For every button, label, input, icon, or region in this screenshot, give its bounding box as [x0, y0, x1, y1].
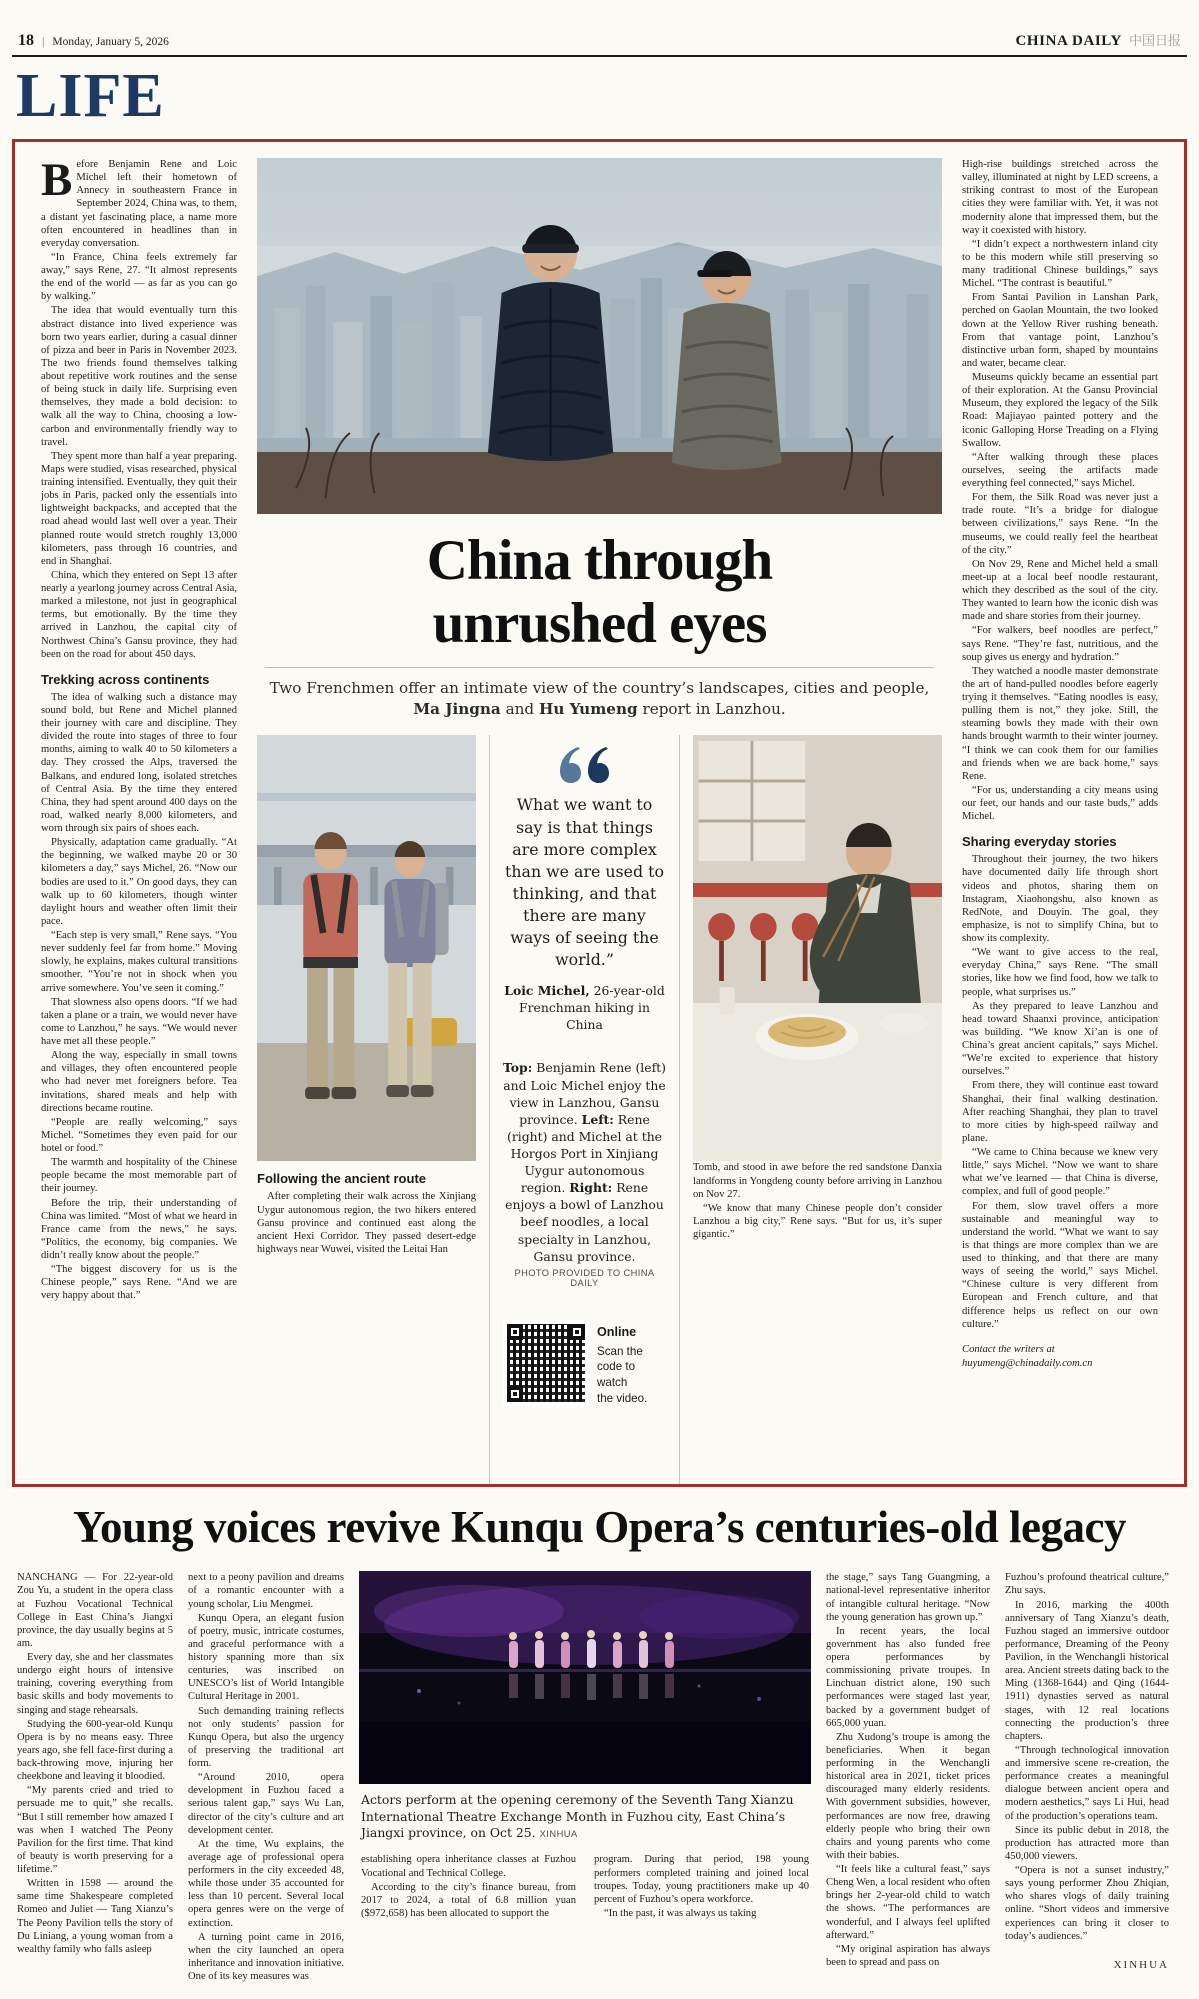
body-paragraph: Studying the 600-year-old Kunqu Opera is by no means easy. Three years ago, she fell face-first during a back-throwing move, injuring her cheekbone and leaving it bloodied. — [17, 1718, 173, 1783]
body-paragraph: From there, they will continue east toward Shanghai, their final walking destination. After reaching Shanghai, they plan to travel to more cities by high-speed railway and plane. — [962, 1080, 1158, 1144]
section-subhead: Following the ancient route — [257, 1171, 426, 1187]
body-paragraph: “We want to give access to the real, everyday China,” says Rene. “The small stories, like how we find food, how we talk to people, what surprises us.” — [962, 947, 1158, 998]
middle-left-block — [257, 735, 489, 1484]
body-paragraph: program. During that period, 198 young performers completed training and joined local troupes. Today, young practitioners make up 40 percent of Fuzhou’s opera workforce. — [594, 1854, 809, 1905]
opera-stage-photo-illustration — [359, 1571, 811, 1784]
section-subhead: Trekking across continents — [41, 671, 210, 687]
body-paragraph: “After walking through these places ourselves, seeing the artifacts made everything feel connected,” says Michel. — [962, 451, 1158, 489]
deck: Two Frenchmen offer an intimate view of the country’s landscapes, cities and people, Ma Jingna and Hu Yumeng report in Lanzhou. — [269, 679, 930, 718]
body-paragraph: On Nov 29, Rene and Michel held a small meet-up at a local beef noodle restaurant, which they described as the soul of the city. They wanted to learn how the iconic dish was made and share stories from their journey. — [962, 558, 1158, 623]
body-paragraph: the stage,” says Tang Guangming, a national-level representative inheritor of intangible cultural heritage. “Now the young generation has grown up.” — [826, 1572, 990, 1623]
body-paragraph: “We came to China because we knew very little,” says Michel. “Now we want to share what we’ve learned — that China is diverse, complex, and full of good people.” — [962, 1147, 1158, 1198]
drop-cap: B — [41, 158, 73, 206]
pull-quote-attribution: Loic Michel, 26-year-old Frenchman hiking in China — [504, 983, 665, 1032]
body-paragraph: After completing their walk across the Xinjiang Uygur autonomous region, the two hikers entered Gansu province and continued east along the ancient Hexi Corridor. They passed desert-edge highways near Wuwei, visited the Leitai Han — [257, 1191, 476, 1255]
online-label: Online — [597, 1324, 637, 1339]
photo-kunqu-stage — [359, 1571, 811, 1784]
body-paragraph: They watched a noodle master demonstrate the art of hand-pulled noodles before eagerly trying it themselves. “Eating noodles is easy, pulling them is not,” they joke. Still, the steaming bowls they made with their own hands brought warmth to their winter journey. “I think we can cook them for our families and friends when we are back home,” says Rene. — [962, 665, 1158, 782]
main-article-center-column — [257, 158, 942, 1484]
main-article-left-column — [41, 158, 237, 1484]
qr-finder-pattern — [507, 1324, 523, 1340]
page-header — [12, 0, 1187, 57]
body-paragraph: Throughout their journey, the two hikers have documented daily life through short videos and photos, sharing them on Instagram, Xiaohongshu, also known as RedNote, and Douyin. The goal, they emphasize, is not to simplify China, but to show its complexity. — [962, 854, 1158, 944]
kunqu-column-2 — [188, 1571, 344, 1999]
quote-marks-icon — [503, 745, 666, 790]
body-paragraph: The idea that would eventually turn this abstract distance into lived experience was born two years earlier, during a casual dinner of pizza and beer in Paris in November 2023. The two friends found themselves talking about repetitive work routines and the sense of being stuck in daily life. Surprising even themselves, they made a bold decision: to walk all the way to China, choosing a low-carbon and environmentally friendly way to travel. — [41, 305, 237, 448]
body-paragraph: Written in 1598 — around the same time Shakespeare completed Romeo and Juliet — Tang Xianzu’s The Peony Pavilion tells the story of Du Liniang, a young woman from a wealthy family who falls asleep — [17, 1878, 173, 1955]
photo-credit: XINHUA — [539, 1829, 578, 1839]
kunqu-sub-columns — [359, 1853, 811, 1921]
main-article-right-column — [962, 158, 1158, 1484]
city-skyline-photo-illustration — [257, 158, 942, 514]
body-paragraph: A turning point came in 2016, when the city launched an opera inheritance and innovation initiative. One of its key measures was — [188, 1931, 344, 1982]
body-paragraph: “In France, China feels extremely far away,” says Rene, 27. “It almost represents the end of the world — as far as you can go by walking.” — [41, 251, 237, 303]
body-paragraph: next to a peony pavilion and dreams of a romantic encounter with a young scholar, Liu Mengmei. — [188, 1572, 344, 1610]
photo-caption: Actors perform at the opening ceremony of the Seventh Tang Xianzu International Theatre Exchange Month in Fuzhou city, East China’s Jiangxi province, on Oct 25. XINHUA — [361, 1792, 794, 1840]
body-paragraph: The idea of walking such a distance may sound bold, but Rene and Michel planned their journey with care and discipline. They divided the route into stages of three to four months, aiming to walk 40 to 50 kilometers a day. They crossed the Alps, traversed the Balkans, and endured long, isolated stretches of Central Asia. By the time they entered China, they had spent around 400 days on the road, walked nearly 8,000 kilometers, and worn through six pairs of shoes each. — [41, 691, 237, 834]
body-paragraph: According to the city’s finance bureau, from 2017 to 2024, a total of 6.8 million yuan ($972,658) has been allocated to support the — [361, 1881, 576, 1919]
section-masthead: LIFE — [16, 62, 165, 130]
kunqu-column-1 — [17, 1571, 173, 1999]
brand-name-chinese: 中国日报 — [1128, 33, 1181, 48]
body-paragraph: “For walkers, beef noodles are perfect,” says Rene. “They’re fast, nutritious, and the soup gives us energy and hydration.” — [962, 625, 1158, 663]
body-paragraph: At the time, Wu explains, the average age of professional opera performers in the city exceeded 48, while those under 35 accounted for less than 10 percent. Several local opera genres were on the verge of extinction. — [188, 1838, 344, 1929]
body-paragraph: They spent more than half a year preparing. Maps were studied, visas researched, physical training intensified. Eventually, they quit their jobs in Paris, packed only the essentials into lightweight backpacks, and accepted that the road ahead would last well over a year. Their planned route would stretch roughly 13,000 kilometers, pass through 16 countries, and end in Shanghai. — [41, 450, 237, 567]
noodle-restaurant-photo-illustration — [693, 735, 942, 1161]
body-paragraph: establishing opera inheritance classes at Fuzhou Vocational and Technical College. — [361, 1854, 576, 1879]
body-paragraph: For them, the Silk Road was never just a trade route. “It’s a bridge for dialogue between civilizations,” says Rene. “In the museums, we could really feel the heartbeat of the city.” — [962, 492, 1158, 556]
body-paragraph: Along the way, especially in small towns and villages, they often encountered people who had never met foreigners before. Tea invitations, shared meals and help with directions became routine. — [41, 1050, 237, 1114]
photo-beef-noodles — [693, 735, 942, 1161]
body-paragraph: Zhu Xudong’s troupe is among the beneficiaries. When it began performing in the Wenchangli historical area in 2021, ticket prices discouraged many elderly residents. With government subsidies, however, performances are now free, drawing elderly people who bring their own chairs and young parents who come with their babies. — [826, 1731, 990, 1861]
body-paragraph: China, which they entered on Sept 13 after nearly a yearlong journey across Central Asia, marked a milestone, not just in geographical terms, but emotionally. By the time they arrived in Lanzhou, the capital city of Northwest China’s Gansu province, they had been on the road for about 450 days. — [41, 569, 237, 660]
kunqu-column-3 — [361, 1853, 576, 1921]
body-paragraph: “For us, understanding a city means using our feet, our hands and our taste buds,” adds Michel. — [962, 784, 1158, 823]
body-paragraph: The warmth and hospitality of the Chinese people became the most memorable part of their journey. — [41, 1157, 237, 1195]
secondary-article — [12, 1571, 1187, 1999]
byline-author: Ma Jingna — [413, 699, 501, 718]
body-paragraph: As they prepared to leave Lanzhou and head toward Shaanxi province, anticipation was building. “We know Xi’an is one of China’s great ancient capitals,” says Michel. “We’re excited to experience that history ourselves.” — [962, 1000, 1158, 1078]
body-paragraph: Museums quickly became an essential part of their exploration. At the Gansu Provincial Museum, they explored the legacy of the Silk Road: Majiayao painted pottery and the iconic Galloping Horse Treading on a Flying Swallow. — [962, 372, 1158, 449]
body-paragraph: “My parents cried and tried to persuade me to quit,” she recalls. “But I still remember how amazed I was when I watched The Peony Pavilion for the first time. That kind of beauty is worth preserving for a lifetime.” — [17, 1785, 173, 1875]
main-article-middle-section — [257, 735, 942, 1484]
body-paragraph: NANCHANG — For 22-year-old Zou Yu, a student in the opera class at Fuzhou Vocational Technical College in East China’s Jiangxi province, the day usually begins at 5 am. — [17, 1572, 173, 1649]
body-paragraph: “Each step is very small,” Rene says. “You never suddenly feel far from home.” Moving slowly, he explains, makes cultural transitions smoother. “You’re not in shock when you arrive somewhere. You’ve seen it coming.” — [41, 930, 237, 994]
body-paragraph: “Through technological innovation and immersive scene re-creation, the performance creates a meaningful dialogue between ancient opera and modern aesthetics,” says Li Hui, head of the production’s operations team. — [1005, 1744, 1169, 1822]
main-headline: China through unrushed eyes — [426, 529, 773, 655]
qr-finder-pattern — [569, 1324, 585, 1340]
kunqu-column-4 — [594, 1853, 809, 1921]
qr-finder-pattern — [507, 1386, 523, 1402]
photo-hikers-lanzhou-view — [257, 158, 942, 514]
body-paragraph: Fuzhou’s profound theatrical culture,” Zhu says. — [1005, 1572, 1169, 1597]
hikers-port-photo-illustration — [257, 735, 476, 1161]
brand-name: CHINA DAILY — [1015, 33, 1122, 49]
page-date: Monday, January 5, 2026 — [52, 36, 169, 48]
body-paragraph: Every day, she and her classmates undergo eight hours of intensive training, covering everything from basic skills and body movements to singing and stage rehearsals. — [17, 1652, 173, 1716]
body-paragraph: In recent years, the local government has also funded free opera performances by commissioning private troupes. In Linchuan district alone, 190 such performances were staged last year, backed by a government budget of 665,000 yuan. — [826, 1625, 990, 1729]
body-paragraph: For them, slow travel offers a more sustainable and meaningful way to understand the world. “What we want to say is that things are more complex than we are used to thinking, and that there are many ways of seeing the world,” says Michel. “Chinese culture is very different from European and French culture, and that difference helps us reflect on our own culture.” — [962, 1200, 1158, 1330]
body-paragraph: Such demanding training reflects not only students’ passion for Kunqu Opera, but also the urgency of preserving the traditional art form. — [188, 1705, 344, 1769]
byline-author: Hu Yumeng — [538, 699, 638, 718]
pull-quote-column — [489, 735, 680, 1484]
online-video-block — [507, 1324, 662, 1407]
body-paragraph: “I didn’t expect a northwestern inland city to be this modern while still preserving so many traditional Chinese buildings,” says Michel. “The contrast is beautiful.” — [962, 238, 1158, 290]
pull-quote-text: What we want to say is that things are more complex than we are used to thinking, and that there are many ways of seeing the world.” — [505, 795, 664, 970]
body-paragraph: “In the past, it was always us taking — [604, 1907, 757, 1919]
body-paragraph: Physically, adaptation came gradually. “At the beginning, we walked maybe 20 or 30 kilometers a day,” says Michel, 26. “Now our bodies are used to it.” On good days, they can walk up to 60 kilometers, though winter daylight hours and weather often limit their pace. — [41, 837, 237, 927]
body-paragraph: From Santai Pavilion in Lanshan Park, perched on Gaolan Mountain, the two looked down at the Yellow River rushing beneath. From that vantage point, Lanzhou’s distinctive urban form, shaped by mountains and water, became clear. — [962, 292, 1158, 369]
body-paragraph: That slowness also opens doors. “If we had taken a plane or a train, we would never have come to Lanzhou,” he says. “We would never have met all these people.” — [41, 996, 237, 1047]
header-divider: | — [42, 34, 45, 48]
body-paragraph: High-rise buildings stretched across the valley, illuminated at night by LED screens, a striking contrast to most of the European cities they were familiar with. Yet, it was not modernity alone that impressed them, but the way it coexisted with history. — [962, 159, 1158, 236]
deck-divider — [265, 667, 934, 668]
body-paragraph: Before Benjamin Rene and Loic Michel left their hometown of Annecy in southeastern France in September 2024, China was, to them, a distant yet fascinating place, a name more often encountered in headlines than in everyday conversation. — [41, 158, 237, 249]
section-subhead: Sharing everyday stories — [962, 834, 1117, 850]
online-caption: Online Scan the code to watch the video. — [597, 1324, 662, 1407]
page-number: 18 — [18, 32, 34, 49]
body-paragraph: “Opera is not a sunset industry,” says young performer Zhou Zhiqian, who shares vlogs of daily training online. “Short videos and immersive experiences can bring it closer to today’s audiences.” — [1005, 1865, 1169, 1942]
body-paragraph: “The biggest discovery for us is the Chinese people,” says Rene. “And we are very happy about that.” — [41, 1264, 237, 1302]
body-paragraph: Tomb, and stood in awe before the red sandstone Danxia landforms in Yongdeng county before arriving in Lanzhou on Nov 27. — [693, 1162, 942, 1200]
photo-caption: Top: Benjamin Rene (left) and Loic Michel enjoy the view in Lanzhou, Gansu province. Left: Rene (right) and Michel at the Horgos Port in Xinjiang Uygur autonomous region. Right: Rene enjoys a bowl of Lanzhou beef noodles, a local specialty in Lanzhou, Gansu province. — [503, 1060, 666, 1264]
body-paragraph: Since its public debut in 2018, the production has attracted more than 450,000 viewers. — [1005, 1824, 1169, 1862]
contact-email: huyumeng@chinadaily.com.cn — [962, 1358, 1093, 1370]
photo-horgos-port — [257, 735, 476, 1161]
body-paragraph: “It feels like a cultural feast,” says Cheng Wen, a local resident who often brings her 2-year-old child to watch the shows. “The performances are wonderful, and I always feel uplifted afterward.” — [826, 1864, 990, 1941]
kunqu-column-5 — [826, 1571, 990, 1999]
body-paragraph: Before the trip, their understanding of China was limited. “Most of what we heard in France came from the news,” he says. “Politics, the economy, big companies. We didn’t really know about the people.” — [41, 1197, 237, 1261]
body-paragraph: “People are really welcoming,” says Michel. “Sometimes they even paid for our hotel or food.” — [41, 1116, 237, 1154]
contact-line: Contact the writers at huyumeng@chinadaily.com.cn — [962, 1343, 1158, 1372]
qr-code — [507, 1324, 585, 1402]
photo-credit: PHOTO PROVIDED TO CHINA DAILY — [514, 1267, 655, 1288]
wire-credit: XINHUA — [1113, 1958, 1169, 1971]
secondary-headline: Young voices revive Kunqu Opera’s centuries-old legacy — [73, 1502, 1126, 1552]
main-article — [12, 139, 1187, 1487]
body-paragraph: “Around 2010, opera development in Fuzhou faced a serious talent gap,” says Wu Lan, director of the city’s culture and art development center. — [188, 1772, 344, 1836]
middle-right-block — [680, 735, 942, 1484]
body-paragraph: Kunqu Opera, an elegant fusion of poetry, music, intricate costumes, and graceful performance with a history spanning more than six centuries, was inscribed on UNESCO’s list of World Intangible Cultural Heritage in 2001. — [188, 1612, 344, 1703]
kunqu-column-6 — [1005, 1571, 1169, 1999]
body-paragraph: “We know that many Chinese people don’t consider Lanzhou a big city,” Rene says. “But for us, it’s super gigantic.” — [693, 1202, 942, 1241]
body-paragraph: In 2016, marking the 400th anniversary of Tang Xianzu’s death, Fuzhou staged an immersive outdoor performance, Dreaming of the Peony Pavilion, in the Wenchangli historical area. Ancient streets dating back to the Ming (1368-1644) and Qing (1644-1911) dynasties served as natural stages, with 12 real locations connecting the production’s three chapters. — [1005, 1599, 1169, 1742]
kunqu-center-block — [359, 1571, 811, 1999]
body-paragraph: “My original aspiration has always been to spread and pass on — [826, 1943, 990, 1968]
